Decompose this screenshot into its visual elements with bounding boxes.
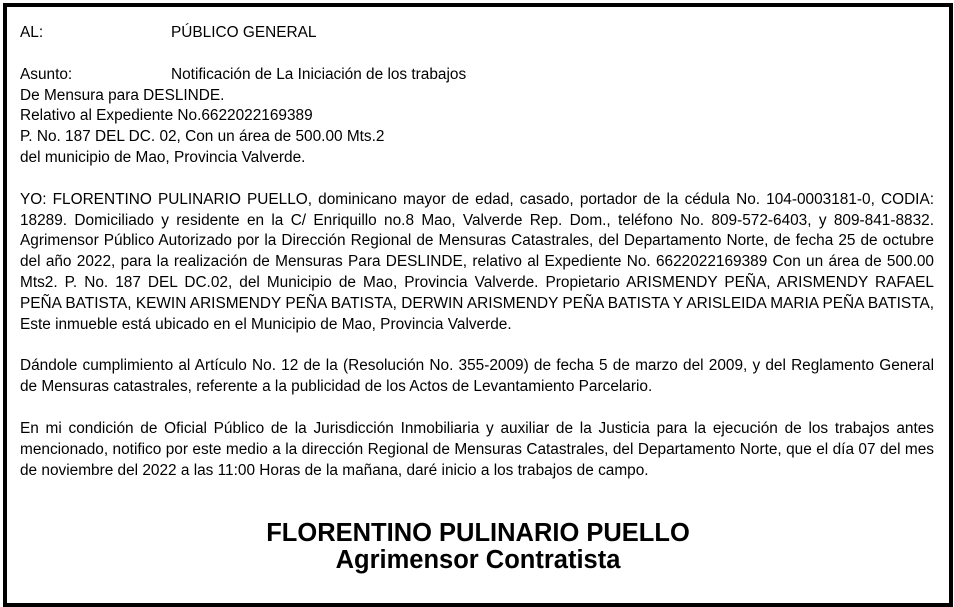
- spacer: [20, 169, 934, 190]
- notice-frame: [3, 3, 953, 607]
- signature-block: [7, 520, 949, 574]
- al-row: [20, 23, 934, 44]
- notice-content: [20, 23, 934, 481]
- signature-title: Agrimensor Contratista: [335, 546, 621, 574]
- spacer: [20, 44, 934, 65]
- asunto-line: P. No. 187 DEL DC. 02, Con un área de 500.00 Mts.2: [20, 128, 385, 146]
- al-value: PÚBLICO GENERAL: [171, 24, 317, 41]
- asunto-line: De Mensura para DESLINDE.: [20, 86, 225, 104]
- asunto-label: Asunto:: [20, 65, 73, 83]
- paragraph-declaration: YO: FLORENTINO PULINARIO PUELLO, dominicano mayor de edad, casado, portador de la cédula No. 104-0003181-0, CODIA: 18289. Domiciliado y residente en la C/ Enriquillo no.8 Mao, Valverde Rep. Dom., teléfono No. 809-572-6403, y 809-841-8832. Agrimensor Público Autorizado por la Dirección Regional de Mensuras Catastrales, del Departamento Norte, de fecha 25 de octubre del año 2022, para la realización de Mensuras Para DESLINDE, relativo al Expediente No. 6622022169389 Con un área de 500.00 Mts2. P. No. 187 DEL DC.02, del Municipio de Mao, Provincia Valverde. Propietario ARISMENDY PEÑA, ARISMENDY RAFAEL PEÑA BATISTA, KEWIN ARISMENDY PEÑA BATISTA, DERWIN ARISMENDY PEÑA BATISTA Y ARISLEIDA MARIA PEÑA BATISTA, Este inmueble está ubicado en el Municipio de Mao, Provincia Valverde.: [20, 190, 934, 333]
- al-label: AL:: [20, 24, 44, 41]
- asunto-line: del municipio de Mao, Provincia Valverde.: [20, 148, 306, 166]
- spacer: [20, 335, 934, 356]
- asunto-row: [20, 65, 934, 86]
- signature-name: FLORENTINO PULINARIO PUELLO: [266, 519, 690, 547]
- asunto-line: Relativo al Expediente No.6622022169389: [20, 107, 313, 125]
- asunto-value: Notificación de La Iniciación de los trabajos: [171, 65, 467, 83]
- paragraph-notification: En mi condición de Oficial Público de la Jurisdicción Inmobiliaria y auxiliar de la Justicia para la ejecución de los trabajos antes mencionado, notifico por este medio a la dirección Regional de Mensuras Catastrales, del Departamento Norte, que el día 07 del mes de noviembre del 2022 a las 11:00 Horas de la mañana, daré inicio a los trabajos de campo.: [20, 419, 934, 479]
- spacer: [20, 398, 934, 419]
- paragraph-compliance: Dándole cumplimiento al Artículo No. 12 de la (Resolución No. 355-2009) de fecha 5 de marzo del 2009, y del Reglamento General de Mensuras catastrales, referente a la publicidad de los Actos de Levantamiento Parcelario.: [20, 357, 934, 396]
